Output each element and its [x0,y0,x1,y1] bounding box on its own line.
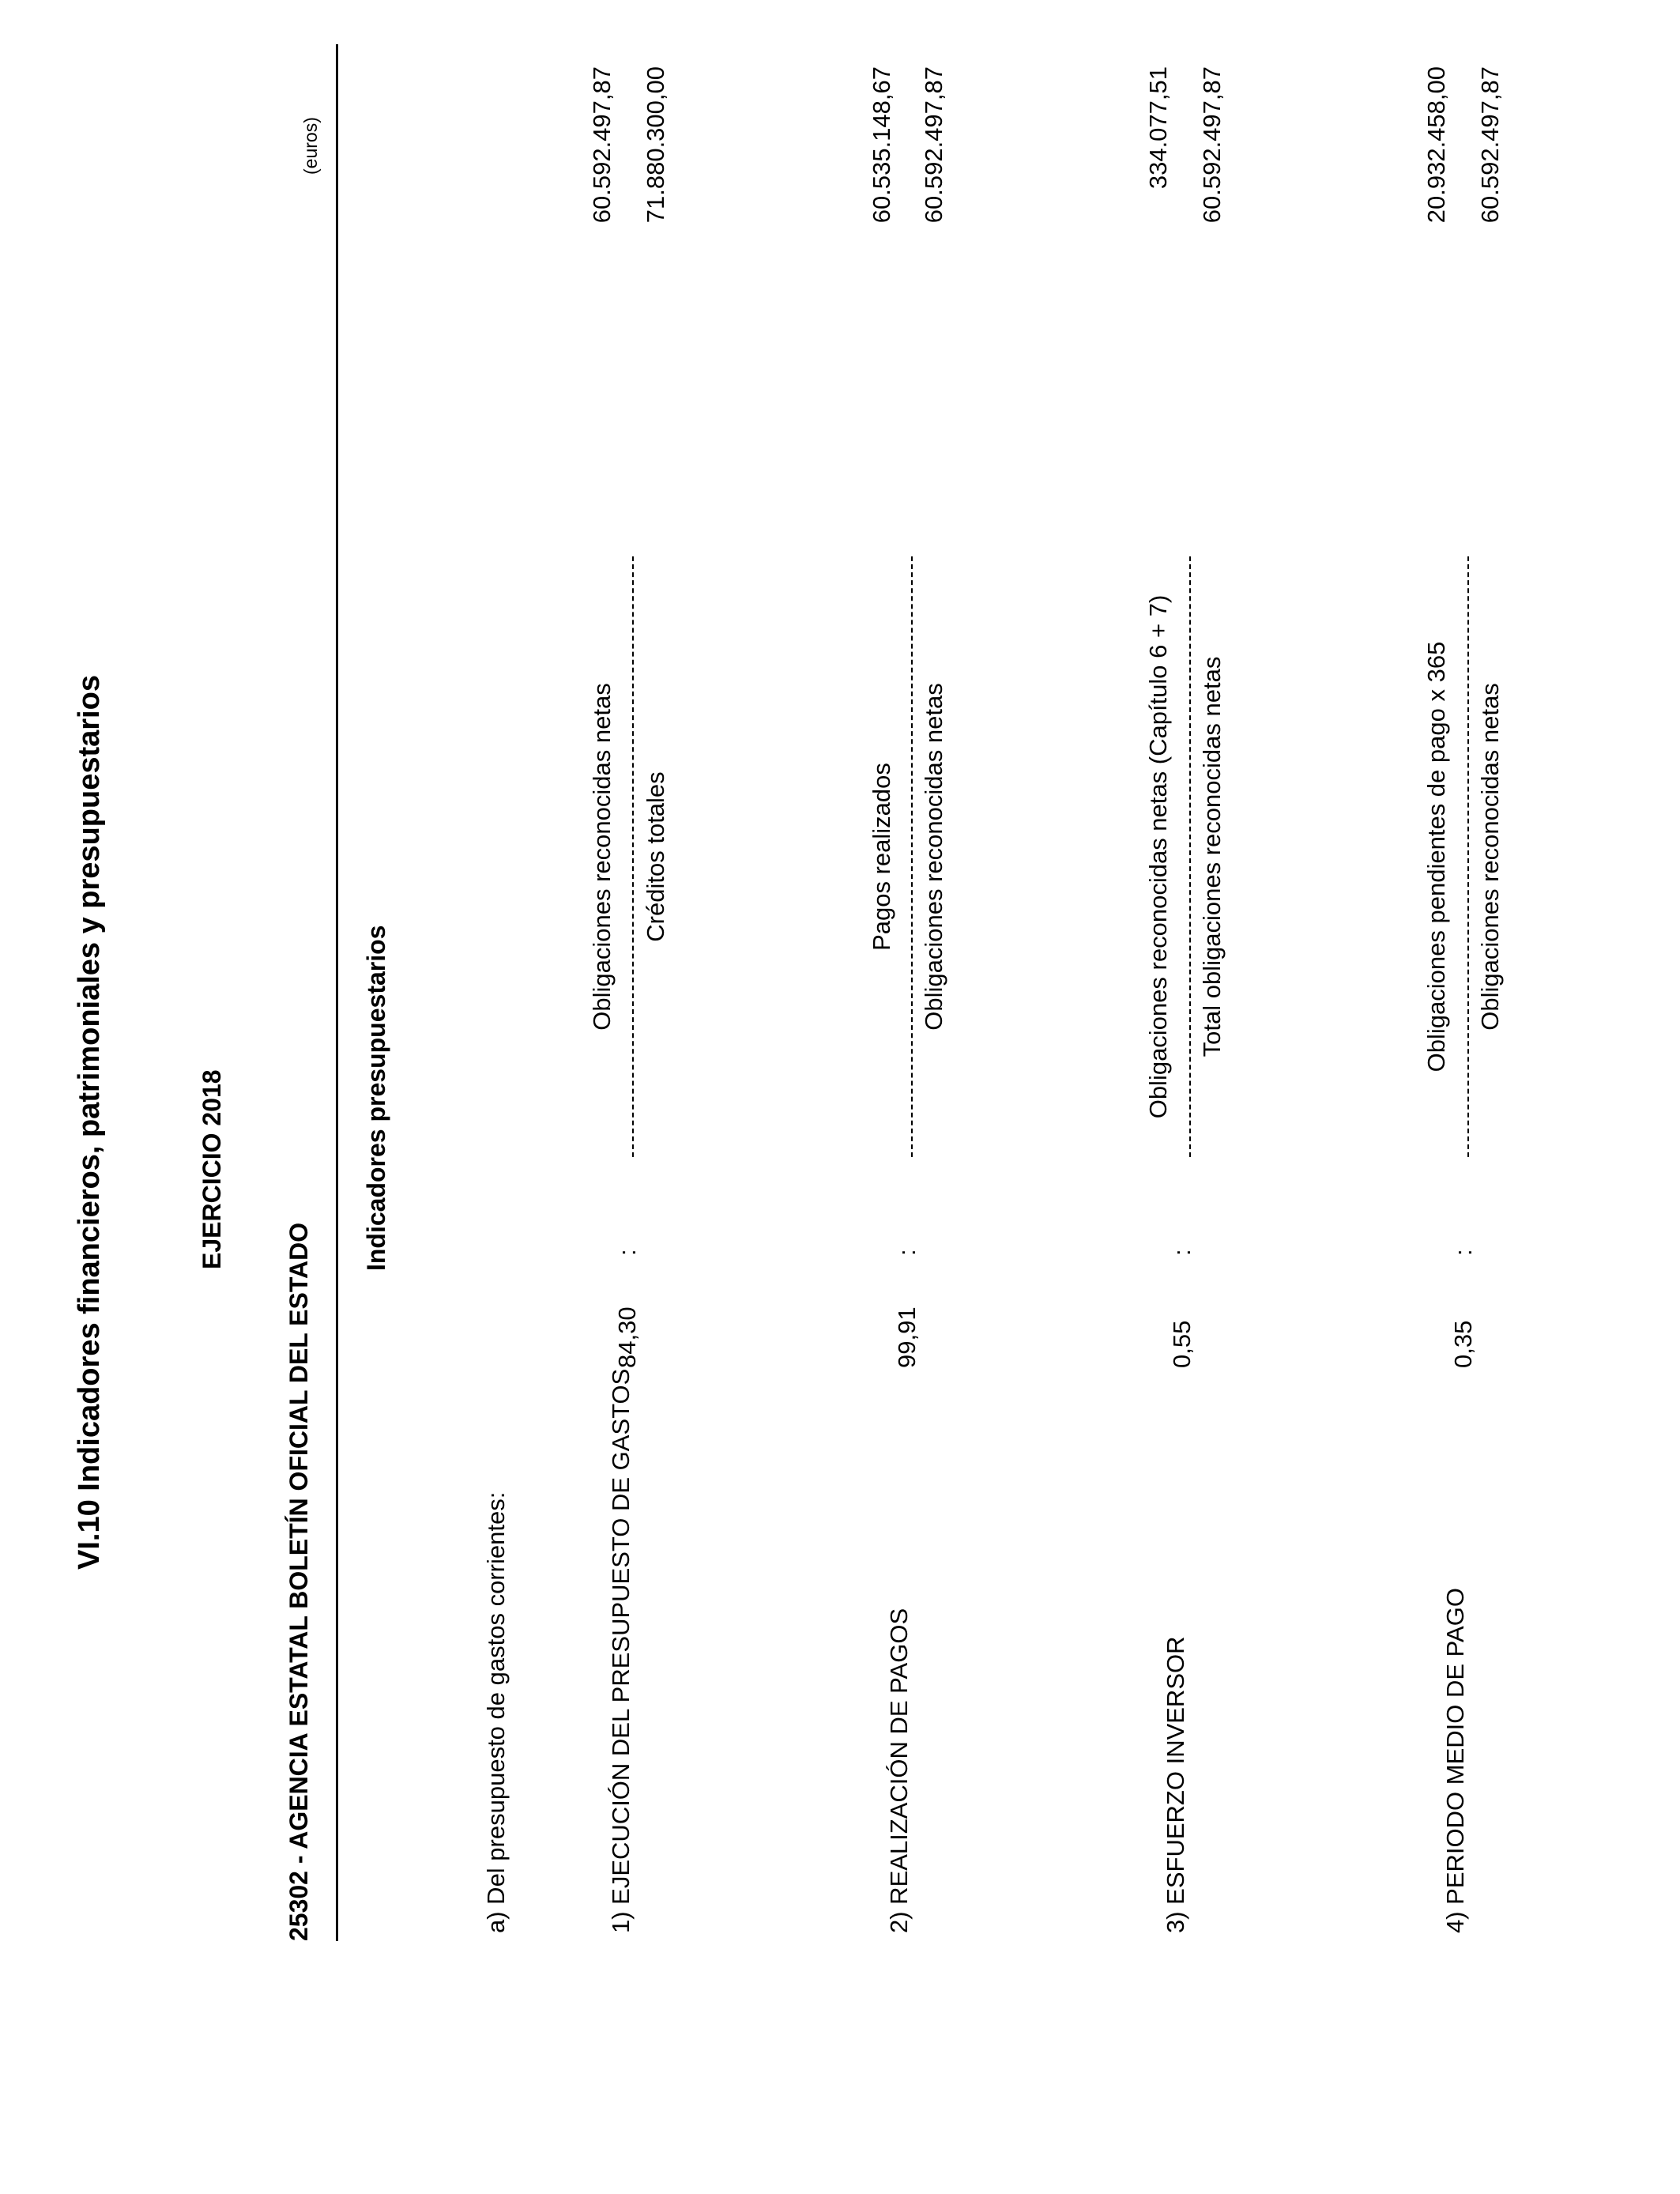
denominator-label: Obligaciones reconocidas netas [920,683,947,1031]
numerator-label: Obligaciones reconocidas netas [588,683,616,1031]
header-rule [336,44,338,1941]
report-title: VI.10 Indicadores financieros, patrimoniales y presupuestarios [73,675,106,1570]
numerator-value: 60.592.497,87 [588,66,616,224]
units-label: (euros) [300,117,321,175]
indicator-label: 4) PERIODO MEDIO DE PAGO [1441,1588,1469,1933]
exercise-year: EJERCICIO 2018 [198,1069,226,1269]
indicator-separator: : [1449,1249,1477,1256]
indicator-separator: : [613,1249,641,1256]
denominator-value: 60.592.497,87 [1476,66,1504,224]
indicator-label: 1) EJECUCIÓN DEL PRESUPUESTO DE GASTOS [607,1368,635,1933]
denominator-label: Créditos totales [642,771,669,942]
numerator-value: 20.932.458,00 [1422,66,1450,224]
indicator-value: 84,30 [613,1306,641,1368]
fraction-bar [632,556,634,1157]
indicator-separator: : [893,1249,921,1256]
numerator-label: Obligaciones pendientes de pago x 365 [1422,641,1450,1072]
entity-name: 25302 - AGENCIA ESTATAL BOLETÍN OFICIAL DEL ESTADO [284,1222,313,1941]
subsection-label: a) Del presupuesto de gastos corrientes: [482,1491,510,1933]
indicator-label: 2) REALIZACIÓN DE PAGOS [885,1608,913,1933]
denominator-label: Total obligaciones reconocidas netas [1198,656,1226,1057]
indicator-value: 0,35 [1449,1320,1477,1368]
indicator-value: 99,91 [893,1306,921,1368]
denominator-value: 60.592.497,87 [1198,66,1226,224]
indicator-value: 0,55 [1168,1320,1196,1368]
numerator-value: 60.535.148,67 [868,66,895,224]
fraction-bar [1189,556,1191,1157]
denominator-label: Obligaciones reconocidas netas [1476,683,1504,1031]
denominator-value: 60.592.497,87 [920,66,947,224]
denominator-value: 71.880.300,00 [642,66,669,224]
indicator-separator: : [1168,1249,1196,1256]
indicator-label: 3) ESFUERZO INVERSOR [1162,1636,1189,1933]
section-title: Indicadores presupuestarios [362,925,390,1271]
fraction-bar [1467,556,1469,1157]
fraction-bar [911,556,913,1157]
numerator-label: Obligaciones reconocidas netas (Capítulo 6 + 7) [1144,594,1172,1119]
numerator-value: 334.077,51 [1144,66,1172,190]
numerator-label: Pagos realizados [868,763,895,951]
